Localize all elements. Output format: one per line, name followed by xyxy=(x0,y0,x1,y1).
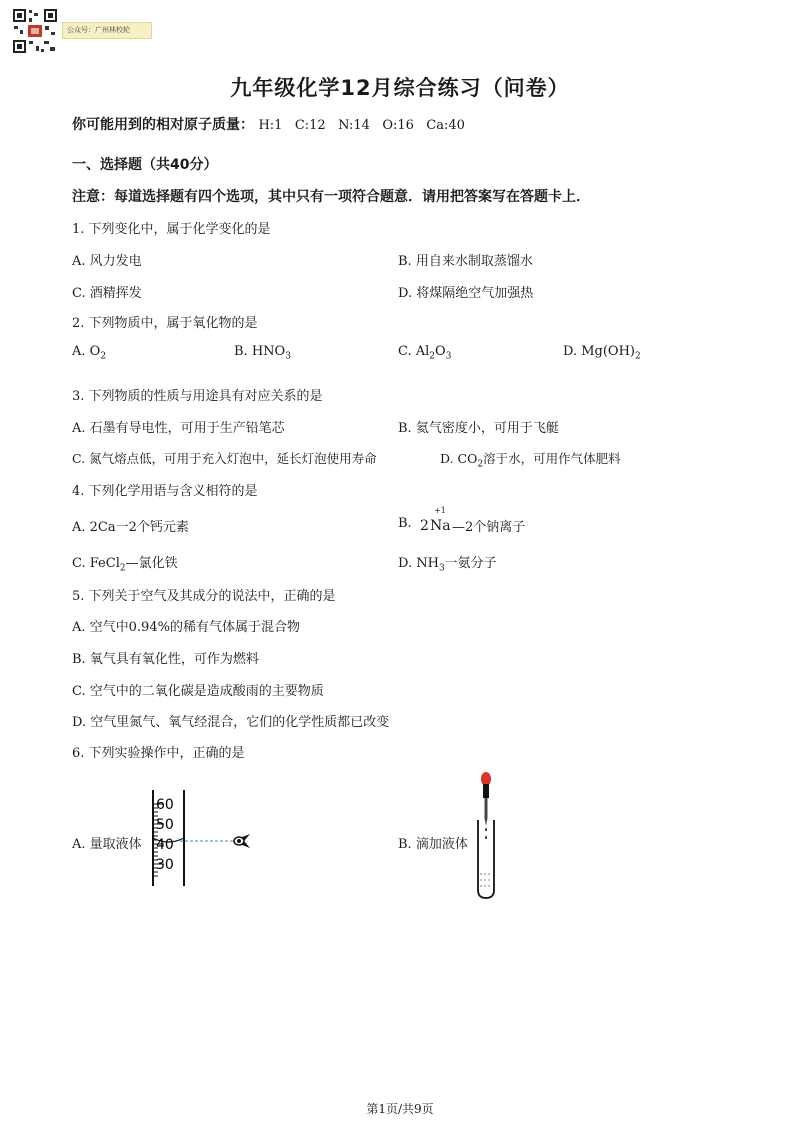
section-heading: 一、选择题（共40分） xyxy=(72,157,218,173)
graduated-cylinder-figure xyxy=(140,786,260,890)
test-tube-icon xyxy=(478,820,494,898)
section-note: 注意：每道选择题有四个选项，其中只有一项符合题意．请用把答案写在答题卡上． xyxy=(72,189,590,205)
question-3-stem: 3. 下列物质的性质与用途具有对应关系的是 xyxy=(72,389,323,404)
page-title: 九年级化学12月综合练习（问卷） xyxy=(230,76,570,100)
page-footer: 第1页/共9页 xyxy=(366,1102,434,1116)
question-2-option-a: A. $O_2$ xyxy=(72,344,107,362)
question-4-option-a: A. 2Ca一2个钙元素 xyxy=(72,520,189,535)
question-1-option-c: C. 酒精挥发 xyxy=(72,286,142,301)
question-2-option-b: B. $HNO_3$ xyxy=(234,344,291,362)
question-1-stem: 1. 下列变化中，属于化学变化的是 xyxy=(72,222,271,237)
question-6-option-a: A. 量取液体 xyxy=(72,837,142,852)
tick-label: 30 xyxy=(156,857,174,873)
wechat-banner: 公众号：广州林校轮 xyxy=(62,22,152,39)
question-3-option-c: C. 氮气熔点低，可用于充入灯泡中，延长灯泡使用寿命 xyxy=(72,451,377,466)
question-3-option-d: D. $CO_2$溶于水，可用作气体肥料 xyxy=(440,451,621,470)
question-4-option-c: C. FeCl$_2$—氯化铁 xyxy=(72,556,178,574)
question-1-option-a: A. 风力发电 xyxy=(72,254,142,269)
question-5-option-d: D. 空气里氮气、氧气经混合，它们的化学性质都已改变 xyxy=(72,715,390,730)
question-5-option-b: B. 氧气具有氧化性，可作为燃料 xyxy=(72,652,259,667)
tick-label: 50 xyxy=(156,817,174,833)
question-2-option-c: C. $Al_2O_3$ xyxy=(398,344,452,362)
question-5-stem: 5. 下列关于空气及其成分的说法中，正确的是 xyxy=(72,589,336,604)
question-6-option-b: B. 滴加液体 xyxy=(398,837,468,852)
question-5-option-c: C. 空气中的二氧化碳是造成酸雨的主要物质 xyxy=(72,684,324,699)
atomic-mass-values: H:1 C:12 N:14 O:16 Ca:40 xyxy=(258,118,465,133)
question-6-stem: 6. 下列实验操作中，正确的是 xyxy=(72,746,245,761)
dropper-icon xyxy=(481,772,491,826)
dropper-figure xyxy=(470,770,502,902)
tick-label: 40 xyxy=(156,837,174,853)
tick-label: 60 xyxy=(156,797,174,813)
eye-icon xyxy=(232,834,250,848)
question-2-stem: 2. 下列物质中，属于氧化物的是 xyxy=(72,316,258,331)
question-1-option-b: B. 用自来水制取蒸馏水 xyxy=(398,254,533,269)
question-5-option-a: A. 空气中0.94%的稀有气体属于混合物 xyxy=(72,620,300,635)
atomic-mass-line xyxy=(72,114,465,134)
question-1-option-d: D. 将煤隔绝空气加强热 xyxy=(398,286,534,301)
question-2-option-d: D. $Mg(OH)_2$ xyxy=(563,344,641,362)
atomic-mass-label: 你可能用到的相对原子质量： xyxy=(72,117,254,133)
question-4-option-d: D. $NH_3$一氨分子 xyxy=(398,556,497,574)
question-4-stem: 4. 下列化学用语与含义相符的是 xyxy=(72,484,258,499)
question-3-option-b: B. 氦气密度小，可用于飞艇 xyxy=(398,421,559,436)
question-3-option-a: A. 石墨有导电性，可用于生产铅笔芯 xyxy=(72,421,285,436)
qr-code-icon xyxy=(12,8,58,54)
